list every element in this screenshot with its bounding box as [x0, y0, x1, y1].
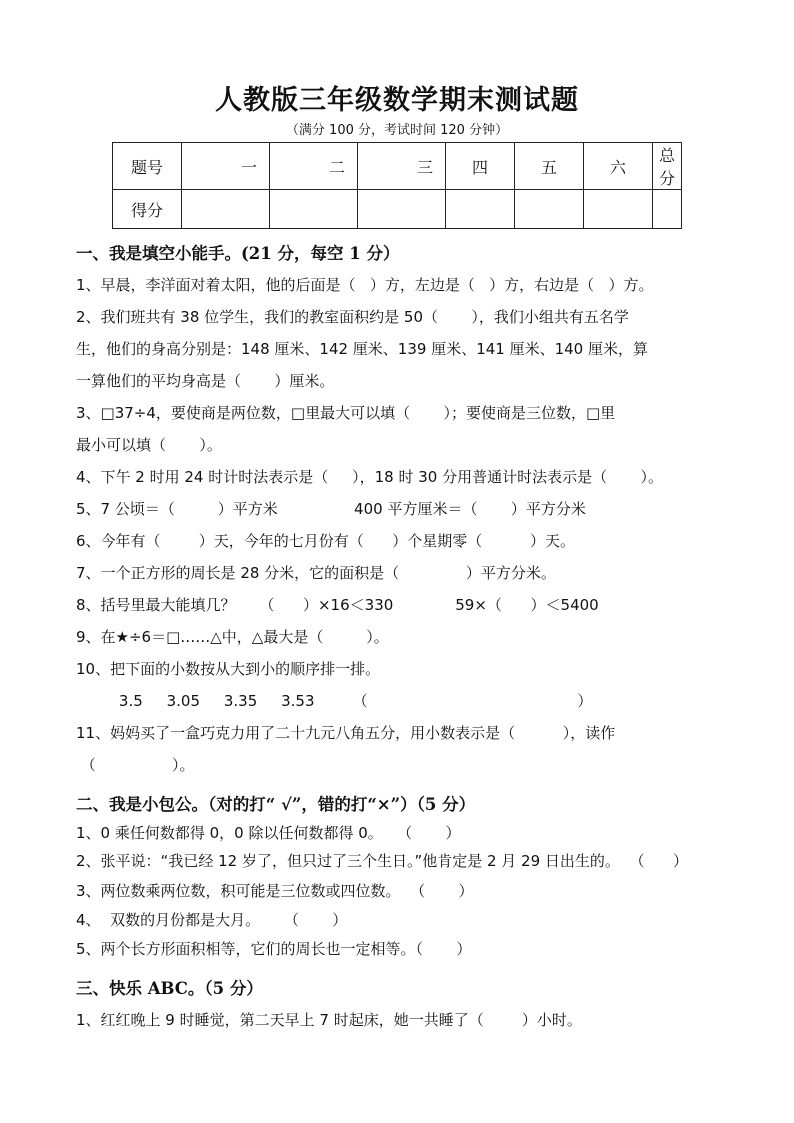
section-heading: 一、我是填空小能手。(21 分，每空 1 分）	[76, 244, 400, 263]
table-row	[113, 190, 682, 229]
question-line: 生，他们的身高分别是：148 厘米、142 厘米、139 厘米、141 厘米、140 厘米，算	[76, 340, 648, 358]
question-line: 1、早晨，李洋面对着太阳，他的后面是（ ）方，左边是（ ）方，右边是（ ）方。	[76, 276, 654, 294]
question-line: 2、我们班共有 38 位学生，我们的教室面积约是 50（ ），我们小组共有五名学	[76, 308, 629, 326]
page-title: 人教版三年级数学期末测试题	[215, 85, 579, 116]
table-cell: 二	[270, 143, 358, 190]
score-field[interactable]	[584, 190, 653, 229]
table-cell: 总分	[653, 143, 682, 190]
question-line: 1、0 乘任何数都得 0，0 除以任何数都得 0。 （ ）	[76, 824, 461, 842]
table-cell: 四	[446, 143, 515, 190]
question-line: 3、□37÷4，要使商是两位数，□里最大可以填（ ）；要使商是三位数，□里	[76, 404, 616, 422]
question-line: 3.5 3.05 3.35 3.53 （ ）	[76, 692, 593, 710]
table-cell: 六	[584, 143, 653, 190]
question-line: 4、 双数的月份都是大月。 （ ）	[76, 911, 348, 929]
table-cell: 三	[358, 143, 446, 190]
table-cell: 题号	[113, 143, 182, 190]
question-line: 7、一个正方形的周长是 28 分米，它的面积是（ ）平方分米。	[76, 564, 556, 582]
question-line: 5、两个长方形面积相等，它们的周长也一定相等。（ ）	[76, 940, 472, 958]
question-line: 4、下午 2 时用 24 时计时法表示是（ ），18 时 30 分用普通计时法表示是（ ）。	[76, 468, 663, 486]
score-table	[112, 142, 682, 229]
page-subtitle: （满分 100 分，考试时间 120 分钟）	[285, 123, 509, 138]
score-field[interactable]	[653, 190, 682, 229]
table-cell: 得分	[113, 190, 182, 229]
score-field[interactable]	[182, 190, 270, 229]
question-line: 10、把下面的小数按从大到小的顺序排一排。	[76, 660, 381, 678]
table-row	[113, 143, 682, 190]
table-cell: 一	[182, 143, 270, 190]
question-line: （ ）。	[76, 756, 195, 774]
question-line: 11、妈妈买了一盒巧克力用了二十九元八角五分，用小数表示是（ ），读作	[76, 724, 616, 742]
question-line: 1、红红晚上 9 时睡觉，第二天早上 7 时起床，她一共睡了（ ）小时。	[76, 1011, 582, 1029]
score-field[interactable]	[446, 190, 515, 229]
question-line: 2、张平说：“我已经 12 岁了，但只过了三个生日。”他肯定是 2 月 29 日出生的。 （ ）	[76, 852, 689, 870]
question-line: 最小可以填（ ）。	[76, 436, 222, 454]
table-cell: 五	[515, 143, 584, 190]
question-line: 8、括号里最大能填几？ （ ）×16＜330 59×（ ）＜5400	[76, 596, 599, 614]
question-line: 6、今年有（ ）天，今年的七月份有（ ）个星期零（ ）天。	[76, 532, 575, 550]
question-line: 5、7 公顷＝（ ）平方米 400 平方厘米＝（ ）平方分米	[76, 500, 586, 518]
section-heading: 三、快乐 ABC。（5 分）	[76, 979, 263, 998]
score-field[interactable]	[358, 190, 446, 229]
section-heading: 二、我是小包公。（对的打“ √”，错的打“×”）（5 分）	[76, 795, 476, 814]
question-line: 3、两位数乘两位数，积可能是三位数或四位数。 （ ）	[76, 882, 474, 900]
question-line: 一算他们的平均身高是（ ）厘米。	[76, 372, 335, 390]
score-field[interactable]	[270, 190, 358, 229]
score-field[interactable]	[515, 190, 584, 229]
question-line: 9、在★÷6＝□……△中，△最大是（ ）。	[76, 628, 389, 646]
